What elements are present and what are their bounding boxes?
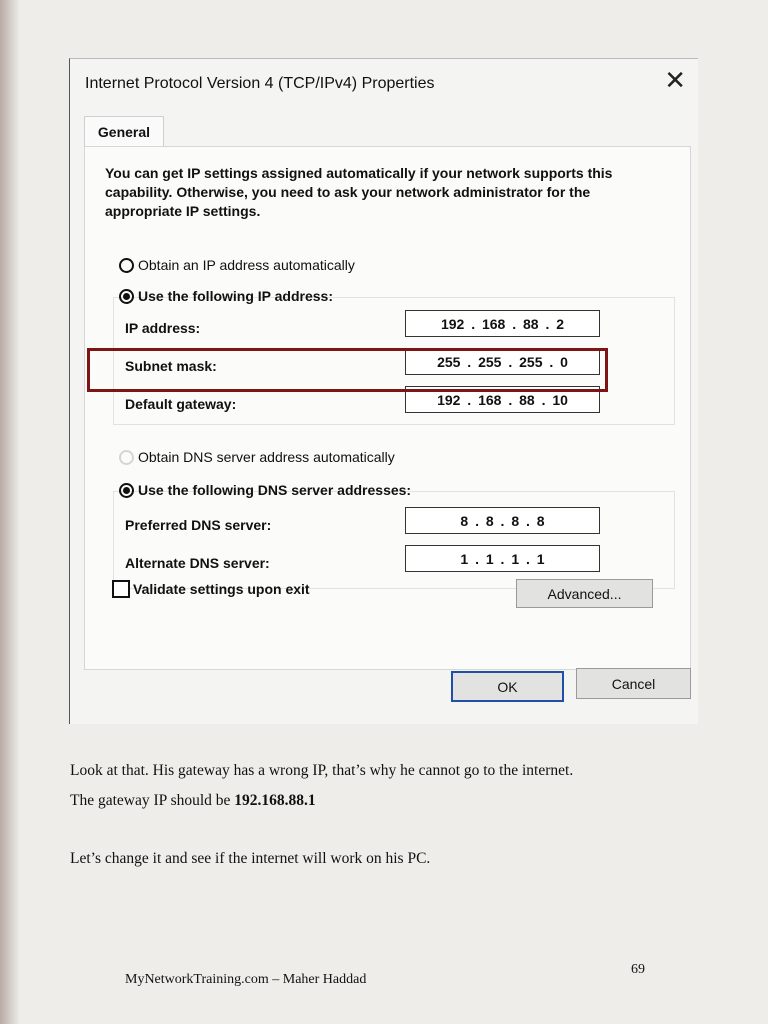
radio-unchecked-icon	[119, 258, 134, 273]
ok-button[interactable]: OK	[451, 671, 564, 702]
body-paragraph-2	[70, 792, 316, 810]
default-gateway-input[interactable]: 192 . 168 . 88 . 10	[405, 386, 600, 413]
dns-group-box	[113, 491, 675, 589]
radio-obtain-dns-auto[interactable]	[119, 449, 395, 465]
dialog-title: Internet Protocol Version 4 (TCP/IPv4) Properties	[85, 75, 435, 92]
tab-general[interactable]: General	[84, 116, 164, 147]
preferred-dns-input[interactable]: 8 . 8 . 8 . 8	[405, 507, 600, 534]
radio-use-ip-manual-label: Use the following IP address:	[138, 288, 334, 304]
body-paragraph-3: Let’s change it and see if the internet will work on his PC.	[70, 850, 431, 867]
cancel-button[interactable]: Cancel	[576, 668, 691, 699]
radio-disabled-icon	[119, 450, 134, 465]
validate-settings-checkbox[interactable]	[112, 580, 310, 598]
ip-address-label: IP address:	[125, 320, 201, 336]
preferred-dns-label: Preferred DNS server:	[125, 517, 272, 533]
intro-text: You can get IP settings assigned automatically if your network supports this capability. Otherwise, you need to ask your network administrator for the appropriate IP settings.	[105, 165, 613, 219]
radio-obtain-ip-auto[interactable]	[119, 257, 355, 273]
radio-checked-icon	[119, 483, 134, 498]
alternate-dns-input[interactable]: 1 . 1 . 1 . 1	[405, 545, 600, 572]
radio-checked-icon	[119, 289, 134, 304]
tcpip-properties-dialog	[69, 58, 698, 724]
subnet-mask-input[interactable]: 255 . 255 . 255 . 0	[405, 348, 600, 375]
radio-use-dns-manual[interactable]	[119, 482, 411, 498]
radio-obtain-ip-auto-label: Obtain an IP address automatically	[138, 257, 355, 273]
ip-address-input[interactable]: 192 . 168 . 88 . 2	[405, 310, 600, 337]
validate-settings-label: Validate settings upon exit	[133, 581, 310, 597]
checkbox-unchecked-icon	[112, 580, 130, 598]
body-paragraph-1: Look at that. His gateway has a wrong IP, that’s why he cannot go to the internet.	[70, 762, 574, 779]
advanced-button[interactable]: Advanced...	[516, 579, 653, 608]
alternate-dns-label: Alternate DNS server:	[125, 555, 270, 571]
radio-obtain-dns-auto-label: Obtain DNS server address automatically	[138, 449, 395, 465]
correct-gateway-ip: 192.168.88.1	[234, 792, 316, 809]
subnet-mask-label: Subnet mask:	[125, 358, 217, 374]
gateway-highlight-box	[87, 348, 608, 392]
page-number: 69	[631, 962, 645, 977]
body-paragraph-2-text: The gateway IP should be	[70, 792, 235, 809]
default-gateway-label: Default gateway:	[125, 396, 237, 412]
page-binding-shadow	[0, 0, 20, 1024]
close-icon[interactable]: ✕	[664, 65, 686, 95]
radio-use-dns-manual-label: Use the following DNS server addresses:	[138, 482, 412, 498]
radio-use-ip-manual[interactable]	[119, 288, 333, 304]
page-footer: MyNetworkTraining.com – Maher Haddad	[125, 972, 367, 987]
